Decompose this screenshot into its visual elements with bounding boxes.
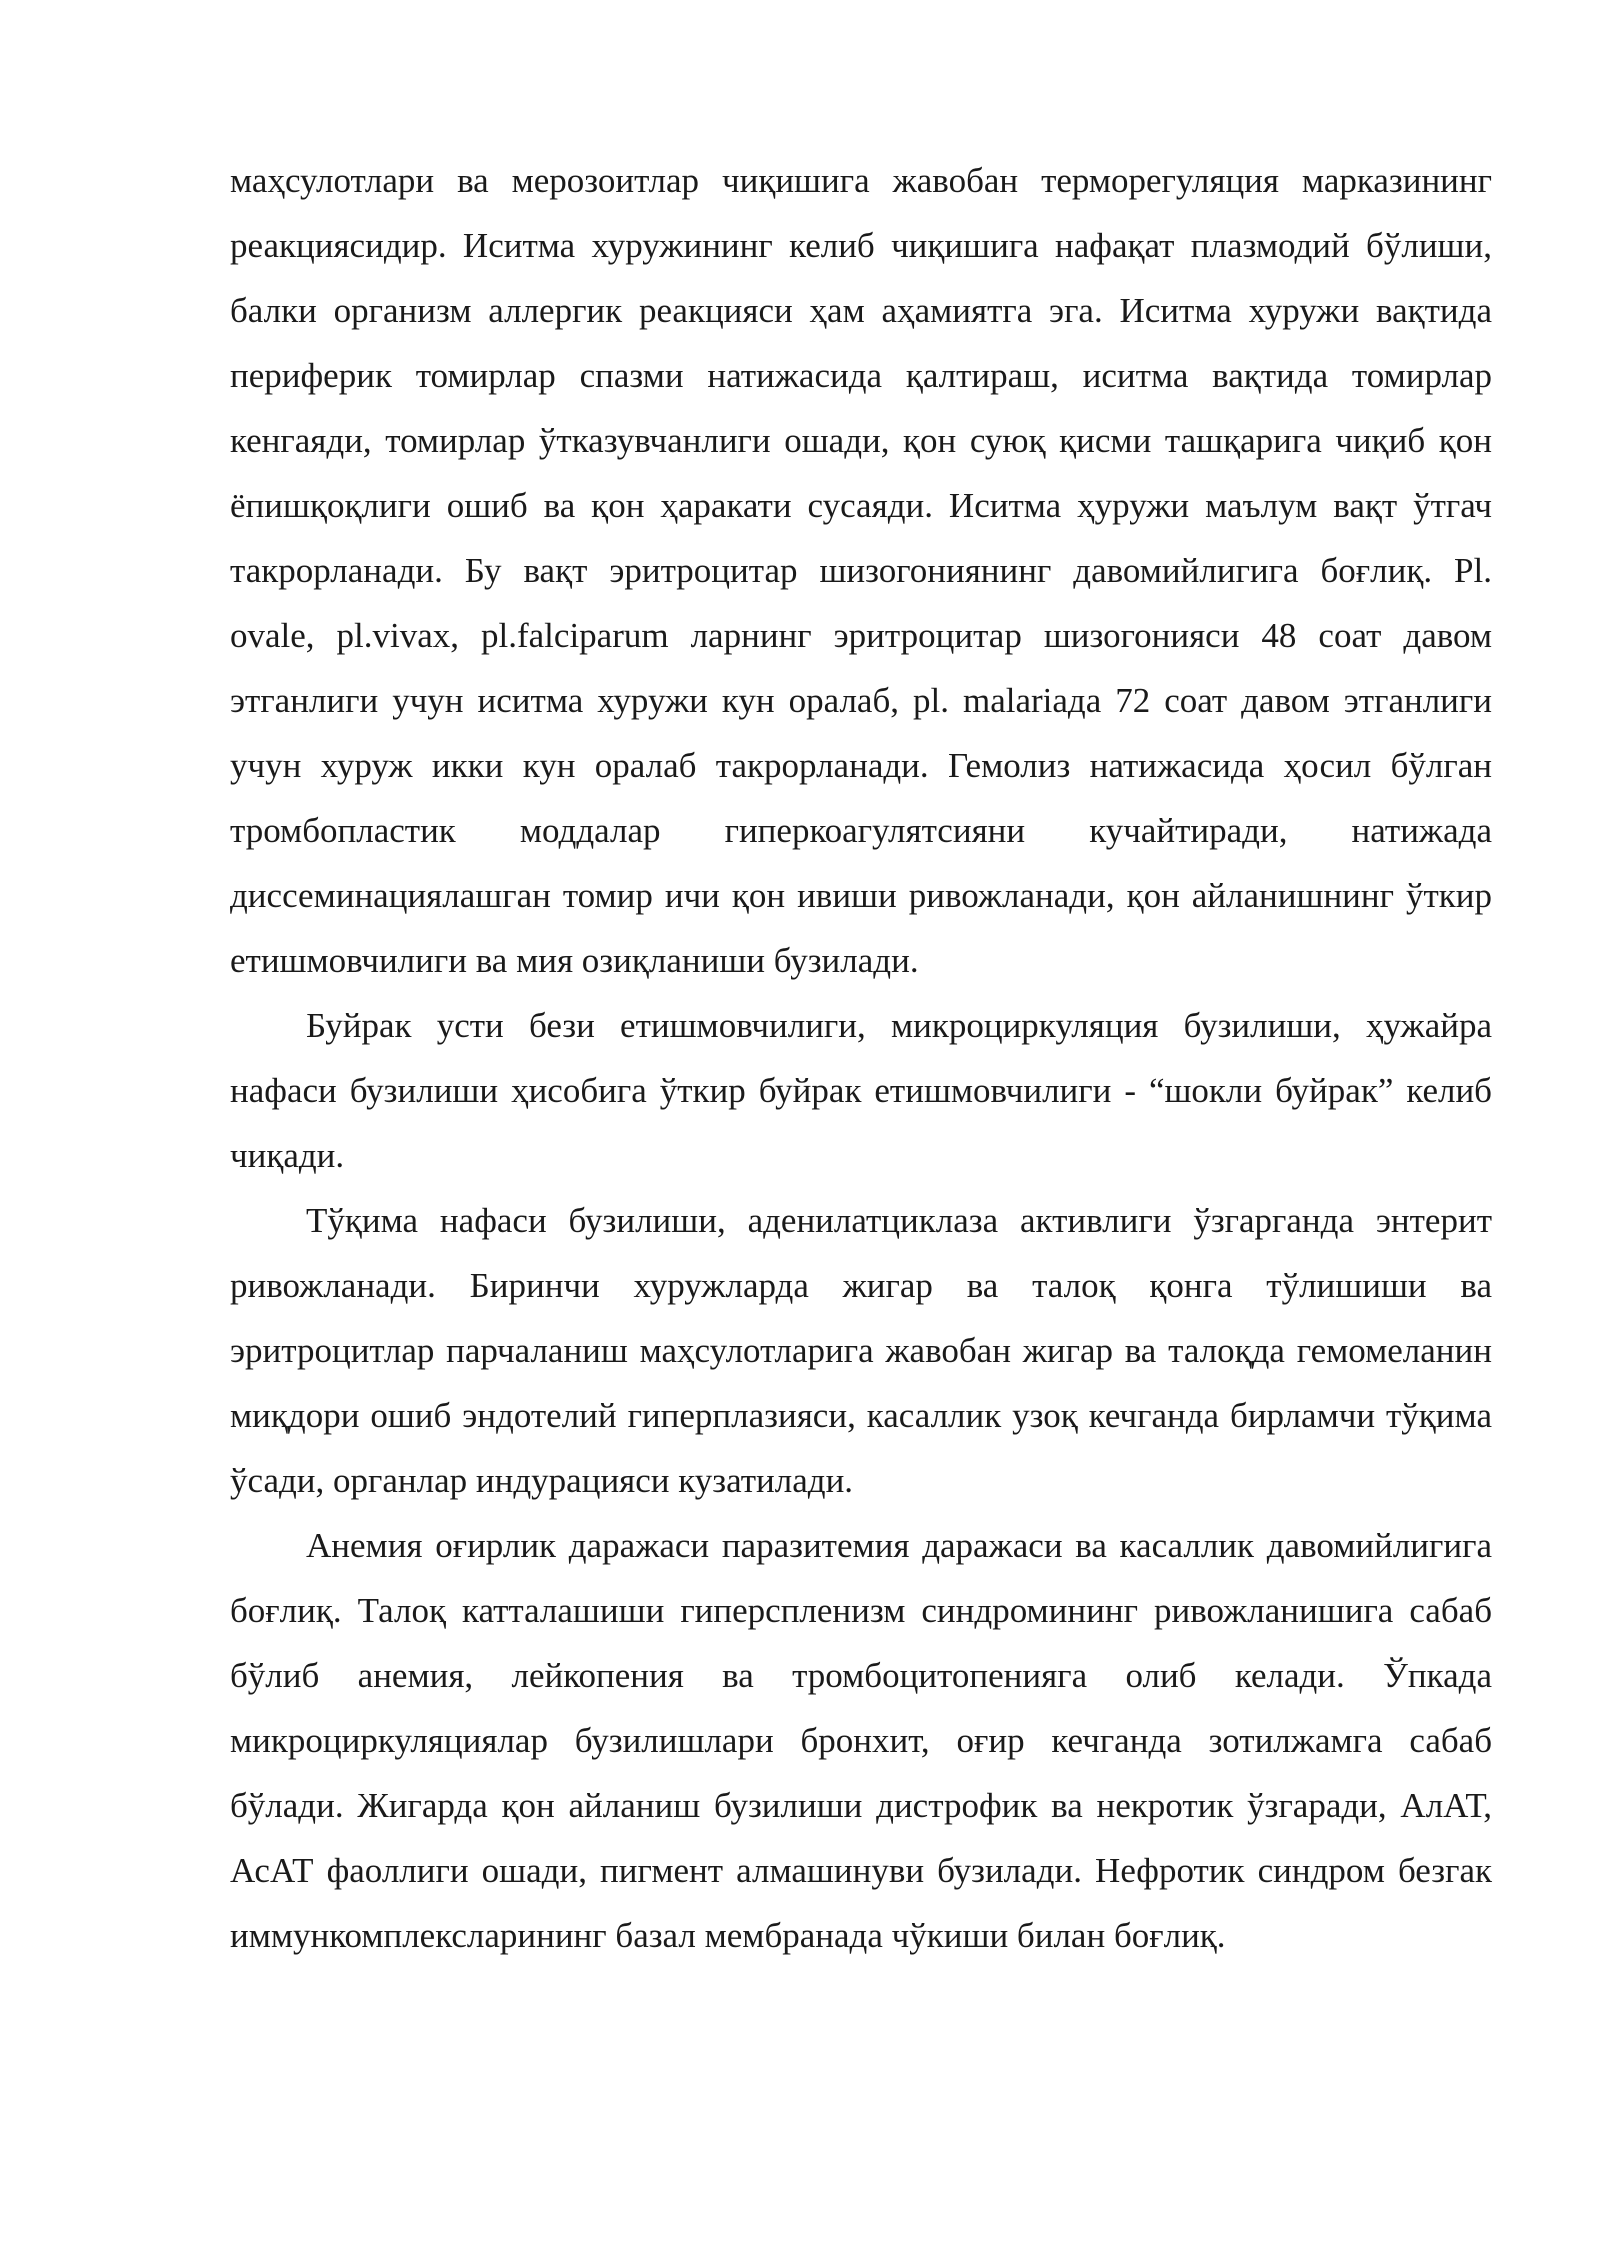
paragraph-anemia-complications: Анемия оғирлик даражаси паразитемия даражаси ва касаллик давомийлигига боғлиқ. Талоқ катталашиши гиперспленизм синдромининг ривожланишига сабаб бўлиб анемия, лейкопения ва тромбоцитопенияга олиб келади. Ўпкада микроциркуляциялар бузилишлари бронхит, оғир кечганда зотилжамга сабаб бўлади. Жигарда қон айланиш бузилиши дистрофик ва некротик ўзгаради, АлАТ, АсАТ фаоллиги ошади, пигмент алмашинуви бузилади. Нефротик синдром безгак иммункомплексларининг базал мембранада чўкиши билан боғлиқ. <box>230 1526 1492 1955</box>
paragraph-enteritis-liver-spleen: Тўқима нафаси бузилиши, аденилатциклаза активлиги ўзгарганда энтерит ривожланади. Биринчи хуружларда жигар ва талоқ қонга тўлишиши ва эритроцитлар парчаланиш маҳсулотларига жавобан жигар ва талоқда гемомеланин миқдори ошиб эндотелий гиперплазияси, касаллик узоқ кечганда бирламчи тўқима ўсади, органлар индурацияси кузатилади. <box>230 1201 1492 1500</box>
paragraph-fever-pathogenesis: маҳсулотлари ва мерозоитлар чиқишига жавобан терморегуляция марказининг реакциясидир. Иситма хуружининг келиб чиқишига нафақат плазмодий бўлиши, балки организм аллергик реакцияси ҳам аҳамиятга эга. Иситма хуружи вақтида периферик томирлар спазми натижасида қалтираш, иситма вақтида томирлар кенгаяди, томирлар ўтказувчанлиги ошади, қон суюқ қисми ташқарига чиқиб қон ёпишқоқлиги ошиб ва қон ҳаракати сусаяди. Иситма ҳуружи маълум вақт ўтгач такрорланади. Бу вақт эритроцитар шизогониянинг давомийлигига боғлиқ. Pl. ovale, pl.vivax, pl.falciparum ларнинг эритроцитар шизогонияси 48 соат давом этганлиги учун иситма хуружи кун оралаб, pl. malariaда 72 соат давом этганлиги учун хуруж икки кун оралаб такрорланади. Гемолиз натижасида ҳосил бўлган тромбопластик моддалар гиперкоагулятсияни кучайтиради, натижада диссеминациялашган томир ичи қон ивиши ривожланади, қон айланишнинг ўткир етишмовчилиги ва мия озиқланиши бузилади. <box>230 161 1492 980</box>
paragraph-shock-kidney: Буйрак усти бези етишмовчилиги, микроциркуляция бузилиши, ҳужайра нафаси бузилиши ҳисобига ўткир буйрак етишмовчилиги - “шокли буйрак” келиб чиқади. <box>230 1006 1492 1175</box>
document-page <box>230 148 1492 1968</box>
